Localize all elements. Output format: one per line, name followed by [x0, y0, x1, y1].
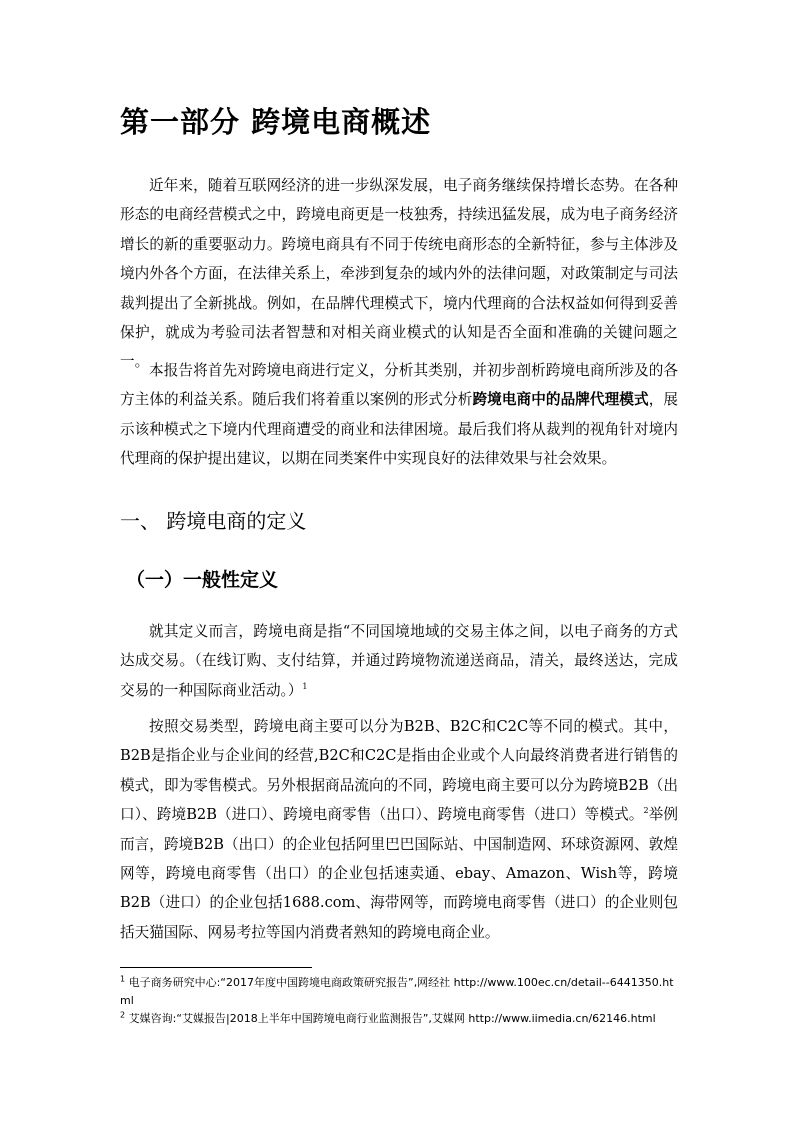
footnote-1-mark: 1 — [120, 974, 126, 984]
footnote-2-text: 艾媒咨询:“艾媒报告|2018上半年中国跨境电商行业监测报告”,艾媒网 http://www.iimedia.cn/62146.html — [128, 1012, 656, 1025]
intro-paragraph-1: 近年来，随着互联网经济的进一步纵深发展，电子商务继续保持增长态势。在各种形态的电商经营模式之中，跨境电商更是一枝独秀，持续迅猛发展，成为电子商务经济增长的新的重要驱动力。跨境电商具有不同于传统电商形态的全新特征，参与主体涉及境内外各个方面，在法律关系上，牵涉到复杂的域内外的法律问题，对政策制定与司法裁判提出了全新挑战。例如，在品牌代理模式下，境内代理商的合法权益如何得到妥善保护，就成为考验司法者智慧和对相关商业模式的认知是否全面和准确的关键问题之一。 — [120, 177, 678, 371]
types-text-b: 举例而言，跨境B2B（出口）的企业包括阿里巴巴国际站、中国制造网、环球资源网、敦煌网等，跨境电商零售（出口）的企业包括速卖通、ebay、Amazon、Wish等，跨境B2B（进口）的企业包括1688.com、海带网等，而跨境电商零售（进口）的企业则包括天猫国际、网易考拉等国内消费者熟知的跨境电商企业。 — [120, 806, 678, 941]
footnote-1 — [120, 974, 680, 1010]
types-paragraph — [120, 712, 678, 947]
types-text-a: 按照交易类型，跨境电商主要可以分为B2B、B2C和C2C等不同的模式。其中，B2B是指企业与企业间的经营,B2C和C2C是指由企业或个人向最终消费者进行销售的模式，即为零售模式。另外根据商品流向的不同，跨境电商主要可以分为跨境B2B（出口）、跨境B2B（进口）、跨境电商零售（出口）、跨境电商零售（进口）等模式。 — [120, 718, 678, 824]
footnote-ref-1[interactable]: 1 — [302, 681, 308, 691]
footnote-divider — [120, 967, 312, 968]
subsection-1-heading: （一）一般性定义 — [126, 569, 279, 591]
definition-text: 就其定义而言，跨境电商是指“不同国境地域的交易主体之间，以电子商务的方式达成交易。（在线订购、支付结算，并通过跨境物流递送商品，清关，最终送达，完成交易的一种国际商业活动。） — [120, 623, 678, 699]
footnote-1-text: 电子商务研究中心:“2017年度中国跨境电商政策研究报告”,网经社 http://www.100ec.cn/detail--6441350.html — [120, 976, 674, 1007]
intro-p2-bold: 跨境电商中的品牌代理模式 — [472, 391, 649, 409]
definition-paragraph — [120, 617, 678, 705]
section-1-heading: 一、 跨境电商的定义 — [120, 509, 307, 533]
intro-paragraph-2 — [120, 356, 678, 474]
page-title: 第一部分 跨境电商概述 — [120, 105, 432, 139]
footnote-2-mark: 2 — [120, 1010, 126, 1020]
footnote-2 — [120, 1010, 680, 1028]
footnote-ref-2[interactable]: 2 — [643, 806, 649, 816]
intro-p2-text-a: 本报告将首先对跨境电商进行定义，分析其类别，并初步剖析跨境电商所涉及的各方主体的利益关系。随后我们将着重以案例的形式分析 — [120, 362, 678, 409]
intro-p2-text-b: ，展示该种模式之下境内代理商遭受的商业和法律困境。最后我们将从裁判的视角针对境内代理商的保护提出建议，以期在同类案件中实现良好的法律效果与社会效果。 — [120, 391, 678, 468]
